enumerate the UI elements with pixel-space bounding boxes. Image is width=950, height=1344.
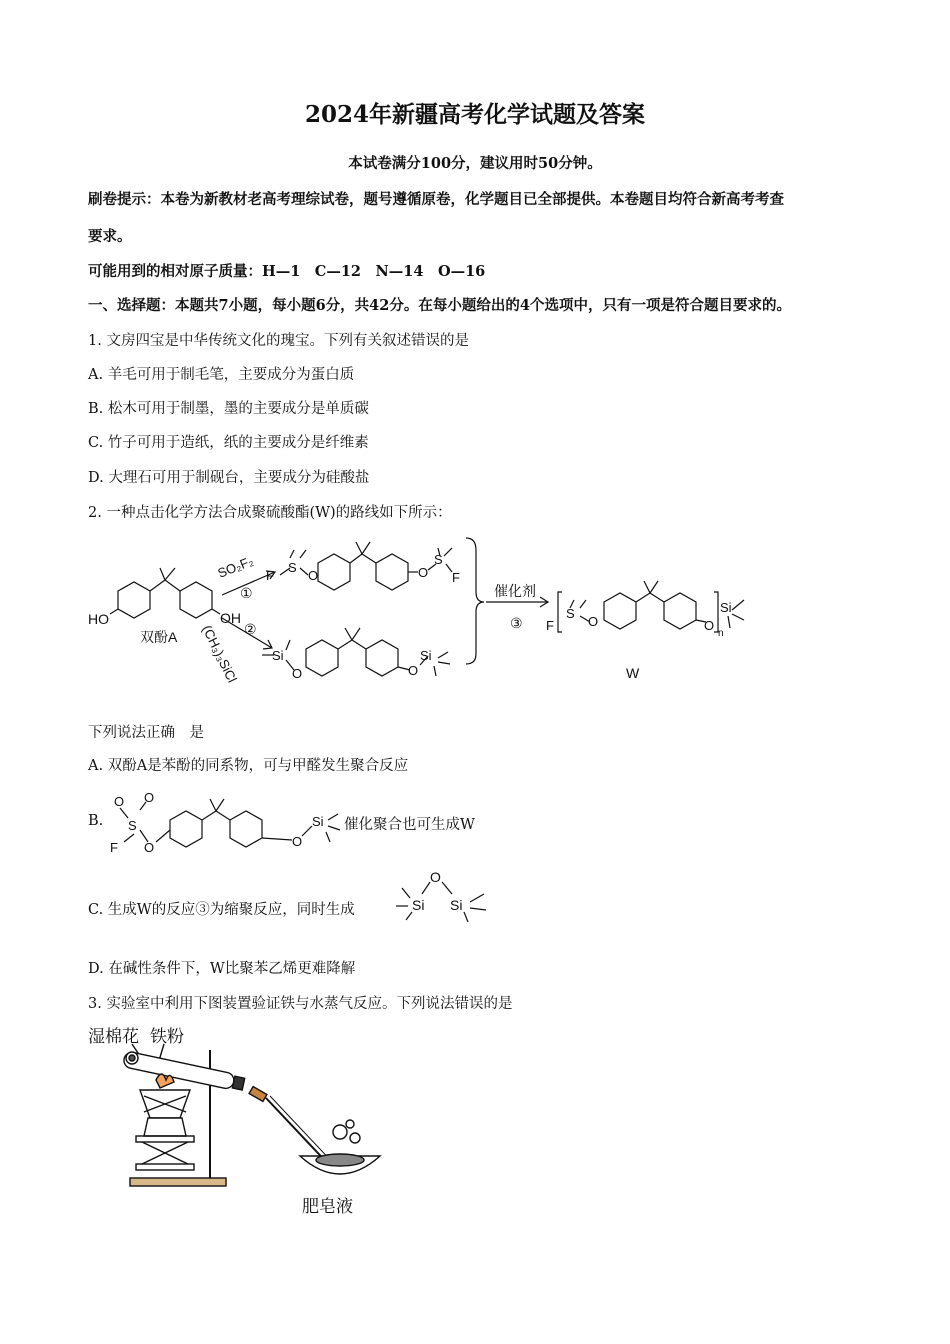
label-wet-cotton: 湿棉花 xyxy=(88,1027,139,1047)
scheme-o-3: O xyxy=(292,666,303,681)
scheme-s-1: S xyxy=(288,560,297,575)
document-title: 2024年新疆高考化学试题及答案 xyxy=(304,101,645,128)
option-c-si-2: Si xyxy=(450,897,463,913)
scheme-o-4: O xyxy=(408,663,419,678)
option-b-o-4: O xyxy=(292,834,303,849)
scheme-ho: HO xyxy=(88,611,109,627)
option-b-o-2: O xyxy=(144,790,155,805)
scheme-s-2: S xyxy=(434,552,443,567)
option-b-si: Si xyxy=(312,814,324,829)
scheme-n: n xyxy=(718,628,724,639)
q2-prompt: 下列说法正确 是 xyxy=(88,725,204,741)
tip-line-1: 刷卷提示：本卷为新教材老高考理综试卷，题号遵循原卷，化学题目已全部提供。本卷题目均符合新高考考查 xyxy=(88,191,784,208)
option-b-s: S xyxy=(128,818,137,833)
scheme-bisphenol-label: 双酚A xyxy=(140,629,178,645)
scheme-si-3: Si xyxy=(720,600,732,615)
option-b-o-3: O xyxy=(144,840,155,855)
tip-line-2: 要求。 xyxy=(88,228,132,245)
q1-option-c: C. 竹子可用于造纸，纸的主要成分是纤维素 xyxy=(88,435,369,451)
scheme-step-1: ① xyxy=(240,585,253,601)
scheme-f-2: F xyxy=(452,570,460,585)
scheme-reagent-2: (CH₃)₃SiCl xyxy=(199,622,240,685)
section-heading: 一、选择题：本题共7小题，每小题6分，共42分。在每小题给出的4个选项中，只有一项是符合题目要求的。 xyxy=(88,297,791,314)
q2-option-b-text: 催化聚合也可生成W xyxy=(344,817,475,833)
scheme-f-3: F xyxy=(546,618,554,633)
scheme-step-3: ③ xyxy=(510,615,523,631)
scheme-o-6: O xyxy=(704,618,715,633)
apparatus-figure xyxy=(100,1040,400,1190)
exam-info: 本试卷满分100分，建议用时50分钟。 xyxy=(348,155,602,172)
scheme-si-2: Si xyxy=(420,648,432,663)
q1-option-a: A. 羊毛可用于制毛笔，主要成分为蛋白质 xyxy=(88,367,355,383)
option-b-structure xyxy=(106,790,346,860)
scheme-o-1: O xyxy=(308,568,319,583)
atomic-masses: 可能用到的相对原子质量：H—1 C—12 N—14 O—16 xyxy=(88,263,486,280)
q3-stem: 3. 实验室中利用下图装置验证铁与水蒸气反应。下列说法错误的是 xyxy=(88,996,513,1012)
scheme-catalyst: 催化剂 xyxy=(494,583,536,599)
option-c-structure xyxy=(394,866,494,922)
scheme-step-2: ② xyxy=(244,621,257,637)
q2-option-a: A. 双酚A是苯酚的同系物，可与甲醛发生聚合反应 xyxy=(88,758,409,774)
q1-option-b: B. 松木可用于制墨，墨的主要成分是单质碳 xyxy=(88,401,369,417)
scheme-o-2: O xyxy=(418,565,429,580)
label-soap-solution: 肥皂液 xyxy=(302,1197,353,1217)
label-iron-powder: 铁粉 xyxy=(150,1027,184,1047)
option-c-si-1: Si xyxy=(412,897,425,913)
scheme-product-label: W xyxy=(626,665,640,681)
option-b-f: F xyxy=(110,840,118,855)
scheme-o-5: O xyxy=(588,614,599,629)
scheme-oh: OH xyxy=(220,610,241,626)
scheme-f-1: F xyxy=(266,568,274,583)
option-b-o-1: O xyxy=(114,794,125,809)
q2-option-b-label: B. xyxy=(88,813,104,829)
scheme-s-3: S xyxy=(566,606,575,621)
q1-stem: 1. 文房四宝是中华传统文化的瑰宝。下列有关叙述错误的是 xyxy=(88,333,469,349)
reaction-scheme xyxy=(0,530,950,690)
option-c-o: O xyxy=(430,869,441,885)
q2-stem: 2. 一种点击化学方法合成聚硫酸酯(W)的路线如下所示： xyxy=(88,505,452,521)
q2-option-d: D. 在碱性条件下，W比聚苯乙烯更难降解 xyxy=(88,961,356,977)
q2-option-c-text: C. 生成W的反应③为缩聚反应，同时生成 xyxy=(88,902,355,918)
scheme-reagent-1: SO₂F₂ xyxy=(215,553,256,581)
scheme-si-1: Si xyxy=(272,648,284,663)
q1-option-d: D. 大理石可用于制砚台，主要成分为硅酸盐 xyxy=(88,470,370,486)
